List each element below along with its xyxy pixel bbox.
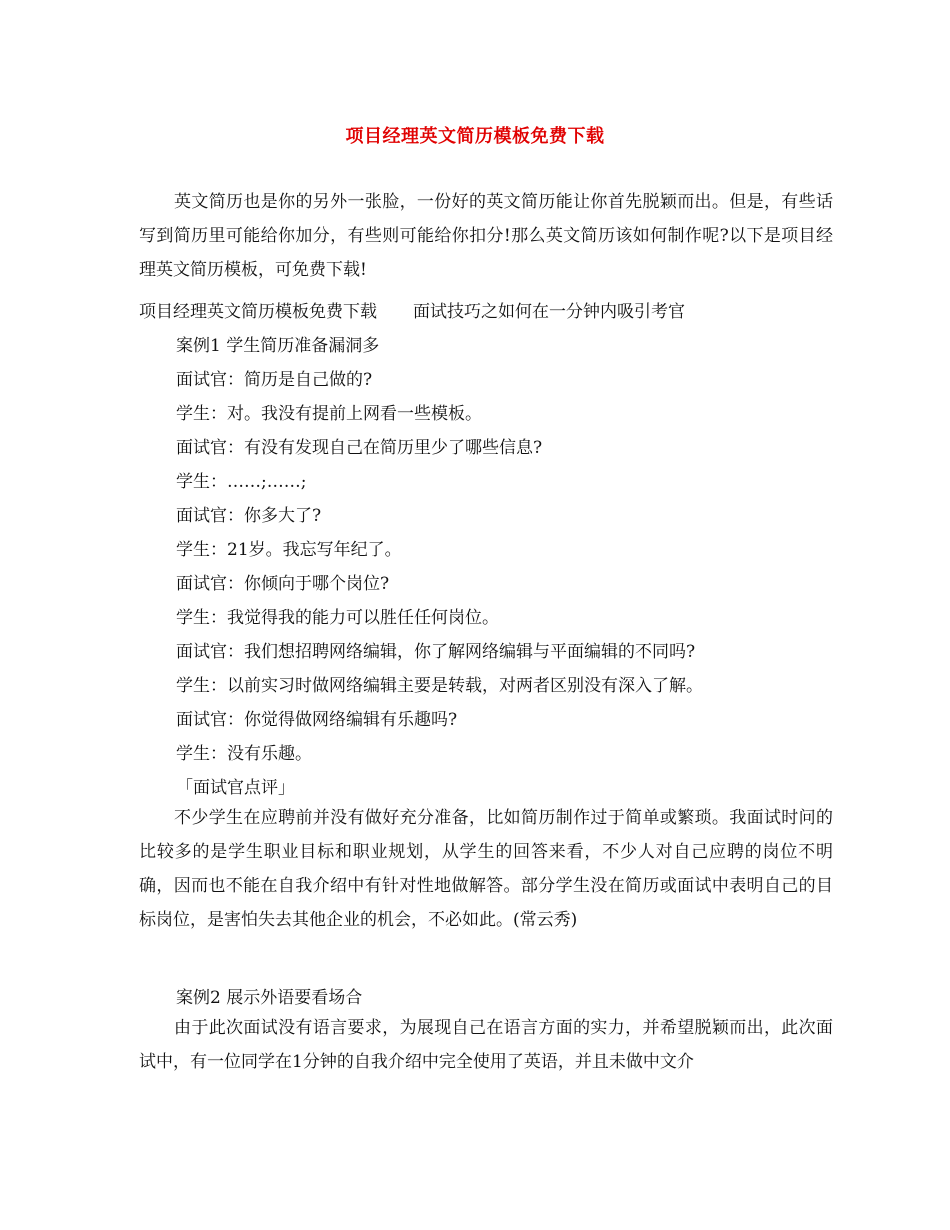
dialogue-line: 面试官：我们想招聘网络编辑，你了解网络编辑与平面编辑的不同吗?: [176, 642, 696, 662]
dialogue-line: 面试官：你觉得做网络编辑有乐趣吗?: [176, 710, 458, 730]
dialogue-line: 学生：……;……;: [176, 472, 307, 492]
case1-heading: 案例1 学生简历准备漏洞多: [176, 336, 380, 356]
document-title: 项目经理英文简历模板免费下载: [345, 126, 605, 147]
comment-paragraph: 不少学生在应聘前并没有做好充分准备，比如简历制作过于简单或繁琐。我面试时问的比较多的是学生职业目标和职业规划，从学生的回答来看，不少人对自己应聘的岗位不明确，因而也不能在自我介绍中有针对性地做解答。部分学生没在简历或面试中表明自己的目标岗位，是害怕失去其他企业的机会，不必如此。(常云秀): [139, 808, 833, 930]
dialogue-line: 学生：对。我没有提前上网看一些模板。: [176, 404, 482, 424]
dialogue-line: 学生：以前实习时做网络编辑主要是转载，对两者区别没有深入了解。: [176, 676, 703, 696]
dialogue-line: 面试官：简历是自己做的?: [176, 370, 373, 390]
intro-paragraph: 英文简历也是你的另外一张脸，一份好的英文简历能让你首先脱颖而出。但是，有些话写到简历里可能给你加分，有些则可能给你扣分!那么英文简历该如何制作呢?以下是项目经理英文简历模板，可免费下载!: [139, 192, 833, 280]
dialogue-line: 面试官：有没有发现自己在简历里少了哪些信息?: [176, 438, 543, 458]
dialogue-line: 学生：我觉得我的能力可以胜任任何岗位。: [176, 608, 499, 628]
link-resume-template[interactable]: 项目经理英文简历模板免费下载: [139, 302, 377, 322]
dialogue-line: 学生：21岁。我忘写年纪了。: [176, 540, 402, 560]
case2-paragraph: 由于此次面试没有语言要求，为展现自己在语言方面的实力，并希望脱颖而出，此次面试中，有一位同学在1分钟的自我介绍中完全使用了英语，并且未做中文介: [139, 1018, 833, 1072]
related-links: [139, 302, 833, 322]
dialogue-line: 面试官：你倾向于哪个岗位?: [176, 574, 390, 594]
link-interview-tips[interactable]: 面试技巧之如何在一分钟内吸引考官: [413, 302, 685, 322]
dialogue-line: 学生：没有乐趣。: [176, 744, 312, 764]
case2-heading: 案例2 展示外语要看场合: [176, 988, 363, 1008]
dialogue-line: 面试官：你多大了?: [176, 506, 322, 526]
comment-label: 「面试官点评」: [176, 778, 295, 798]
